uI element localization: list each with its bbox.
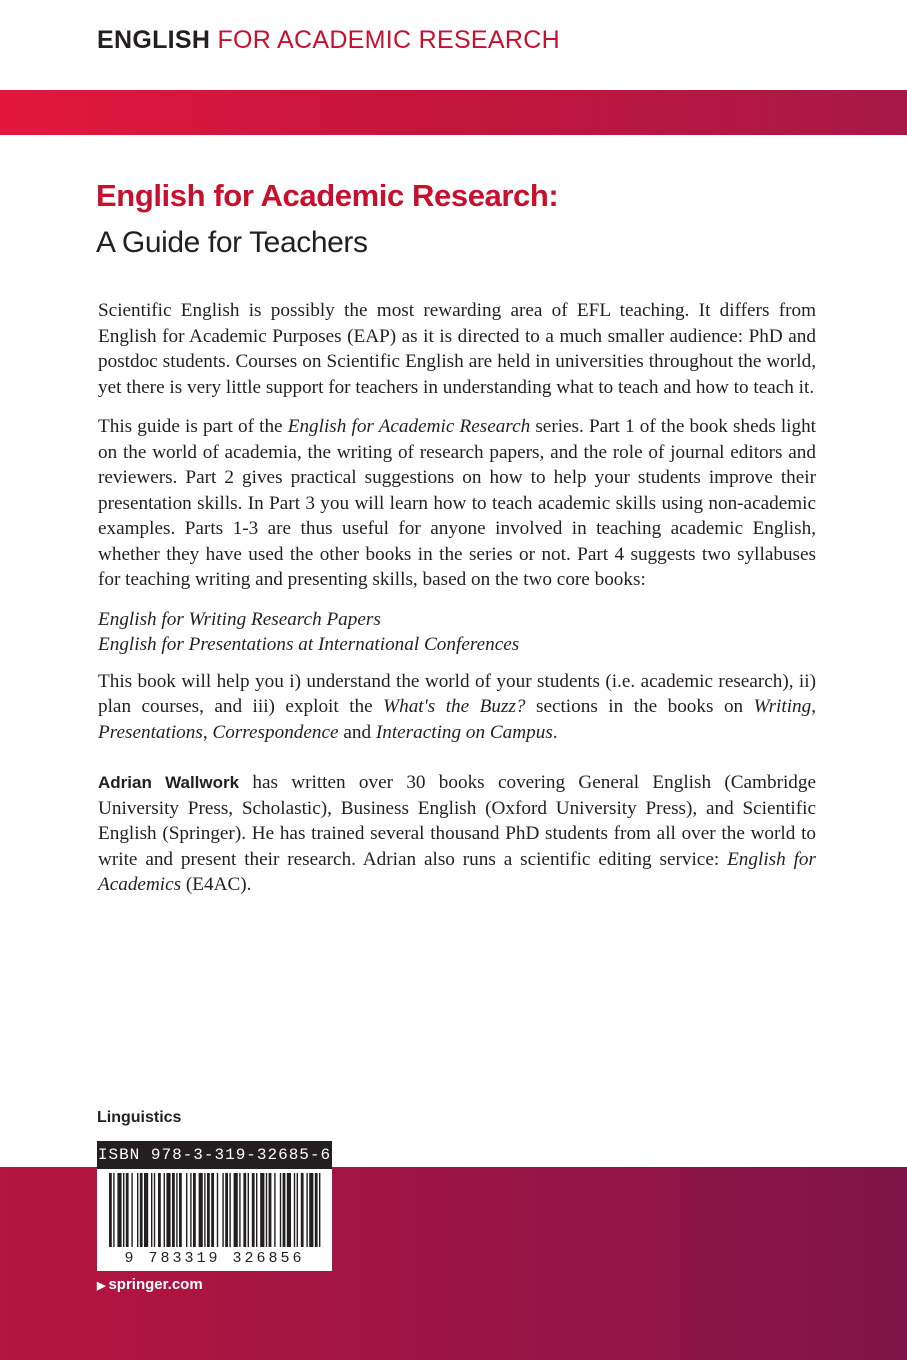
core-book-item: English for Writing Research Papers [98, 608, 381, 630]
isbn-label: ISBN 978-3-319-32685-6 [97, 1141, 332, 1169]
website-text: springer.com [108, 1276, 203, 1293]
p3-text-d: and [338, 721, 376, 743]
author-name: Adrian Wallwork [98, 773, 240, 792]
campus-title-italic: Interacting on Campus [375, 721, 553, 743]
blurb-paragraph-1: Scientific English is possibly the most rewarding area of EFL teaching. It differs from English for Academic Purposes (EAP) as it is directed to a much smaller audience: PhD and postdoc students. Courses on Scientific English are held in universities throughout the world, yet there is very little support for teachers in understanding what to teach and how to teach it. [98, 300, 816, 398]
author-bio [98, 770, 816, 898]
book-subtitle: A Guide for Teachers [96, 226, 368, 259]
blurb-paragraph-3 [98, 669, 816, 746]
blurb-paragraph-2 [98, 414, 816, 593]
back-cover-blurb [98, 298, 816, 912]
correspondence-title-italic: Correspondence [212, 721, 339, 743]
series-name-accent: FOR ACADEMIC RESEARCH [217, 26, 560, 54]
editing-service-italic: English for Academics [98, 848, 816, 895]
barcode-icon [97, 1169, 332, 1249]
p3-text-c: , [202, 721, 213, 743]
p2-text-a: This guide is part of the [98, 416, 288, 437]
barcode-digits: 9 783319 326856 [124, 1250, 305, 1267]
top-color-band [0, 90, 907, 135]
p3-text-a: This book will help you i) understand the world of your students (i.e. academic research), ii) plan courses, and iii) exploit the [98, 670, 816, 717]
core-books-list [98, 607, 816, 658]
bio-text-b: (E4AC). [181, 874, 252, 895]
publisher-website-link[interactable] [97, 1276, 203, 1293]
p3-text-b: sections in the books on [525, 696, 754, 717]
arrow-right-icon: ▶ [97, 1280, 106, 1292]
series-name-strong: ENGLISH [97, 26, 211, 54]
buzz-title-italic: What's the Buzz? [383, 696, 526, 717]
bio-text-a: has written over 30 books covering General English (Cambridge University Press, Scholastic), Business English (Oxford University Press), and Scientific English (Springer). He has trained several thousand PhD students from all over the world to write and present their research. Adrian also runs a scientific editing service: [98, 772, 816, 870]
isbn-barcode-block [97, 1141, 332, 1271]
book-title: English for Academic Research: [96, 178, 559, 213]
writing-title-italic: Writing, Presentations [98, 696, 817, 743]
p3-text-e: . [552, 721, 558, 743]
series-title-italic: English for Academic Research [287, 416, 531, 437]
series-header [97, 26, 560, 55]
core-book-item: English for Presentations at International Conferences [98, 634, 520, 655]
p2-text-b: series. Part 1 of the book sheds light on the world of academia, the writing of research papers, and the role of journal editors and reviewers. Part 2 gives practical suggestions on how to help your students improve their presentation skills. In Part 3 you will learn how to teach academic skills using non-academic examples. Parts 1-3 are thus useful for anyone involved in teaching academic English, whether they have used the other books in the series or not. Part 4 suggests two syllabuses for teaching writing and presenting skills, based on the two core books: [98, 416, 817, 590]
subject-category: Linguistics [97, 1109, 182, 1126]
